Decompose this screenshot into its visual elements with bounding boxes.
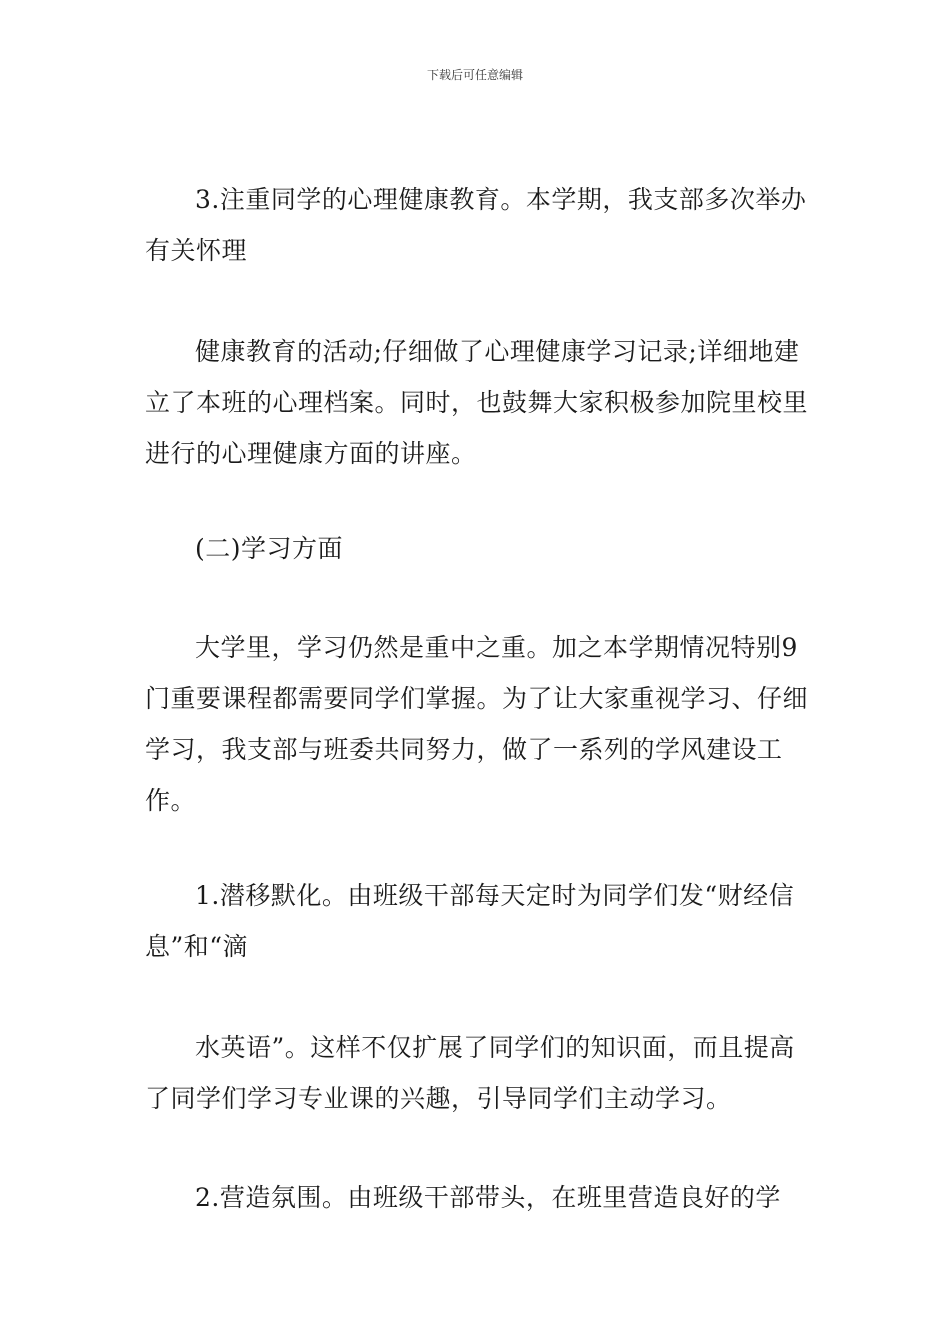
- paragraph-subtle-influence: 1.潜移默化。由班级干部每天定时为同学们发“财经信息”和“滴: [145, 881, 795, 961]
- paragraph-water-english: 水英语”。这样不仅扩展了同学们的知识面，而且提高了同学们学习专业课的兴趣，引导同学们主动学习。: [145, 1033, 795, 1113]
- paragraph-mental-health-education: 3.注重同学的心理健康教育。本学期，我支部多次举办有关怀理: [145, 185, 807, 265]
- section-heading-study: (二)学习方面: [195, 534, 344, 563]
- header-note: 下载后可任意编辑: [426, 68, 523, 82]
- paragraph-study-importance: 大学里，学习仍然是重中之重。加之本学期情况特别9门重要课程都需要同学们掌握。为了让大家重视学习、仔细学习，我支部与班委共同努力，做了一系列的学风建设工作。: [145, 633, 809, 815]
- paragraph-create-atmosphere: 2.营造氛围。由班级干部带头，在班里营造良好的学: [195, 1183, 781, 1212]
- paragraph-mental-health-activities: 健康教育的活动;仔细做了心理健康学习记录;详细地建立了本班的心理档案。同时，也鼓舞大家积极参加院里校里进行的心理健康方面的讲座。: [145, 337, 809, 468]
